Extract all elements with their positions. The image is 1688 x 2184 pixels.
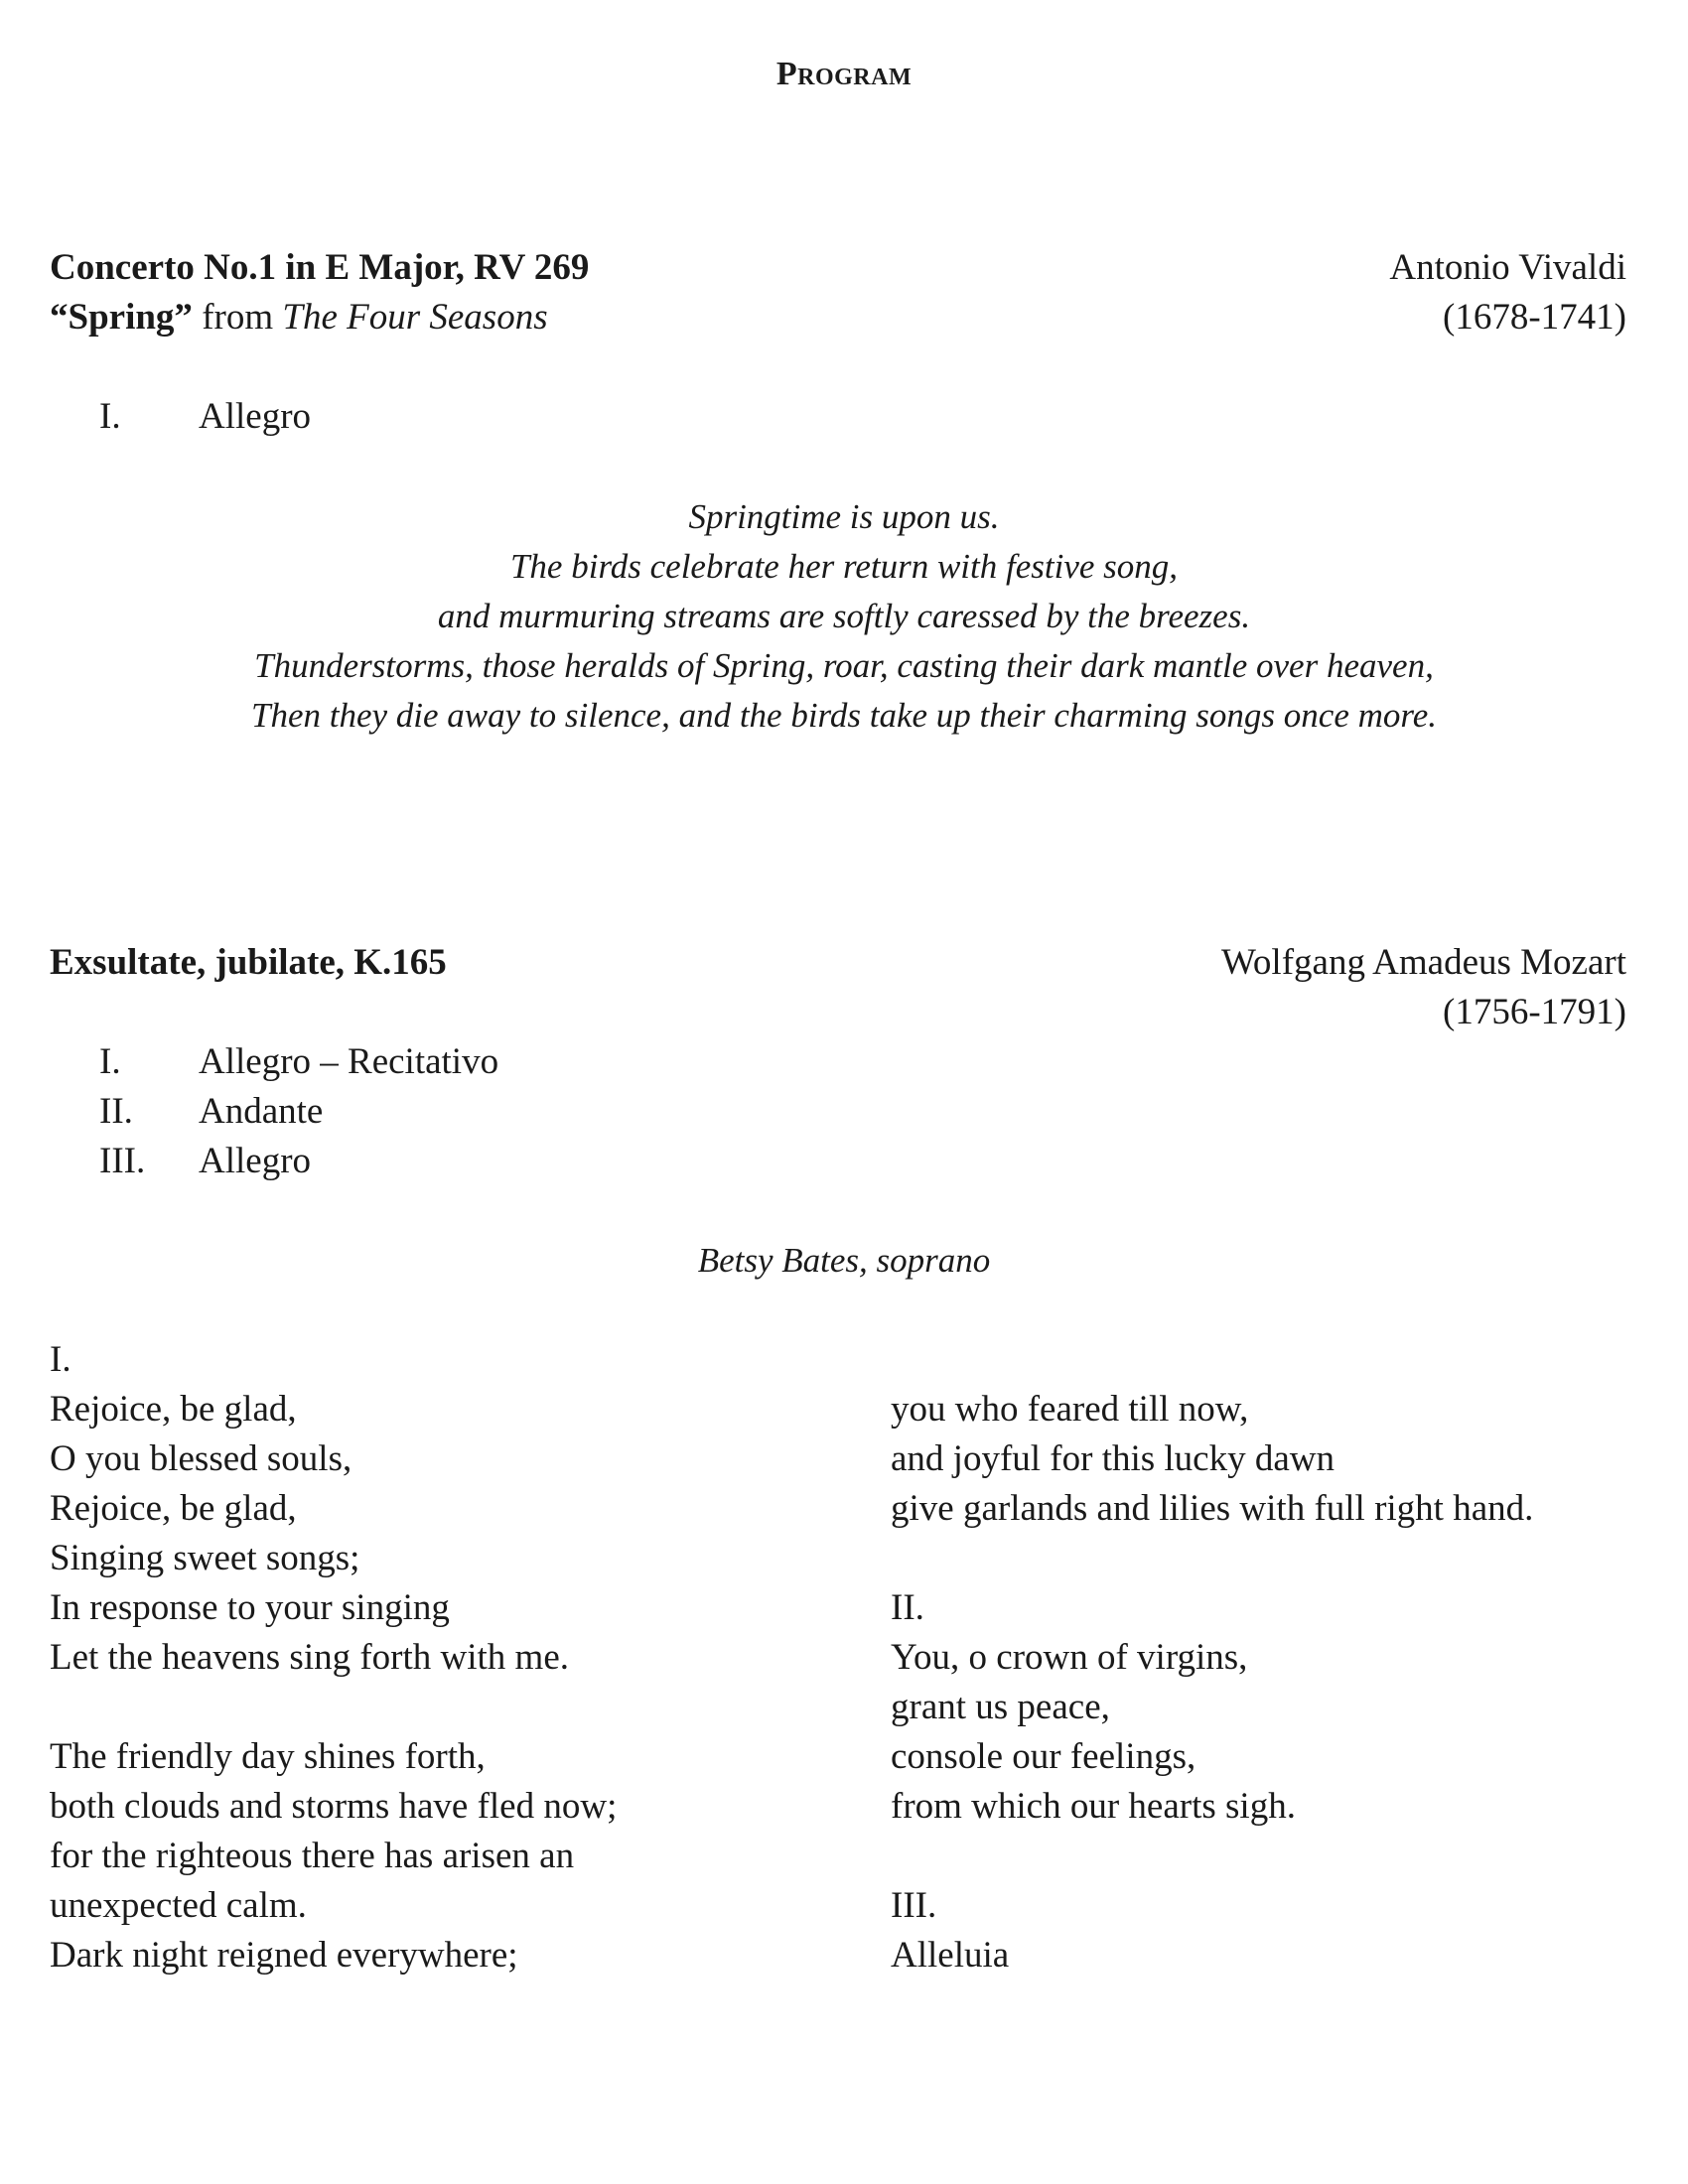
lyric-line: You, o crown of virgins, — [891, 1637, 1248, 1678]
lyric-line: Singing sweet songs; — [50, 1538, 360, 1578]
composer-dates: (1756-1791) — [1443, 992, 1626, 1032]
lyrics-right-column — [891, 1385, 1533, 1980]
subtitle-italic: The Four Seasons — [282, 297, 548, 338]
piece-subtitle — [50, 293, 548, 342]
lyric-line: Rejoice, be glad, — [50, 1389, 297, 1430]
performer-credit: Betsy Bates, soprano — [697, 1241, 991, 1280]
lyric-line: unexpected calm. — [50, 1885, 307, 1926]
lyric-line: III. — [891, 1885, 937, 1926]
movement-number: I. — [99, 1041, 121, 1082]
composer-name: Wolfgang Amadeus Mozart — [1220, 942, 1626, 983]
lyric-line — [50, 1683, 617, 1732]
piece-title: Exsultate, jubilate, K.165 — [50, 942, 447, 983]
lyric-line: both clouds and storms have fled now; — [50, 1786, 618, 1827]
piece-title: Concerto No.1 in E Major, RV 269 — [50, 247, 590, 288]
poem-line: Springtime is upon us. — [688, 497, 1000, 536]
lyric-line: give garlands and lilies with full right hand. — [891, 1488, 1534, 1529]
lyric-line: I. — [50, 1339, 71, 1380]
lyric-line: O you blessed souls, — [50, 1438, 352, 1479]
lyric-line: you who feared till now, — [891, 1389, 1249, 1430]
movement-number: II. — [99, 1091, 133, 1132]
subtitle-plain: from — [192, 297, 283, 338]
movement-name: Allegro – Recitativo — [199, 1041, 499, 1082]
composer-dates: (1678-1741) — [1443, 297, 1626, 338]
movement-number: III. — [99, 1141, 146, 1181]
lyric-line — [891, 1832, 1533, 1881]
lyric-line: console our feelings, — [891, 1736, 1196, 1777]
poem-line: Then they die away to silence, and the birds take up their charming songs once more. — [251, 696, 1437, 735]
subtitle-bold: “Spring” — [50, 297, 193, 338]
movement-name: Allegro — [199, 396, 312, 437]
movement-number: I. — [99, 396, 121, 437]
poem-line: and murmuring streams are softly caressed by the breezes. — [437, 597, 1251, 635]
poem-line: The birds celebrate her return with festive song, — [509, 547, 1179, 586]
lyric-line: Rejoice, be glad, — [50, 1488, 297, 1529]
lyric-line: for the righteous there has arisen an — [50, 1836, 575, 1876]
lyric-line: The friendly day shines forth, — [50, 1736, 486, 1777]
poem-line: Thunderstorms, those heralds of Spring, roar, casting their dark mantle over heaven, — [254, 646, 1434, 685]
movement-name: Allegro — [199, 1141, 312, 1181]
lyric-line: Let the heavens sing forth with me. — [50, 1637, 570, 1678]
lyric-line: grant us peace, — [891, 1687, 1110, 1727]
page-title: Program — [775, 56, 913, 92]
lyrics-left-column — [50, 1335, 617, 1980]
lyric-line: Alleluia — [891, 1935, 1010, 1976]
lyric-line: and joyful for this lucky dawn — [891, 1438, 1335, 1479]
lyric-line — [891, 1534, 1533, 1583]
program-poem — [0, 492, 1688, 741]
lyric-line: from which our hearts sigh. — [891, 1786, 1296, 1827]
lyric-line: II. — [891, 1587, 924, 1628]
lyric-line: In response to your singing — [50, 1587, 450, 1628]
lyric-line: Dark night reigned everywhere; — [50, 1935, 518, 1976]
movement-name: Andante — [199, 1091, 324, 1132]
composer-name: Antonio Vivaldi — [1389, 247, 1626, 288]
